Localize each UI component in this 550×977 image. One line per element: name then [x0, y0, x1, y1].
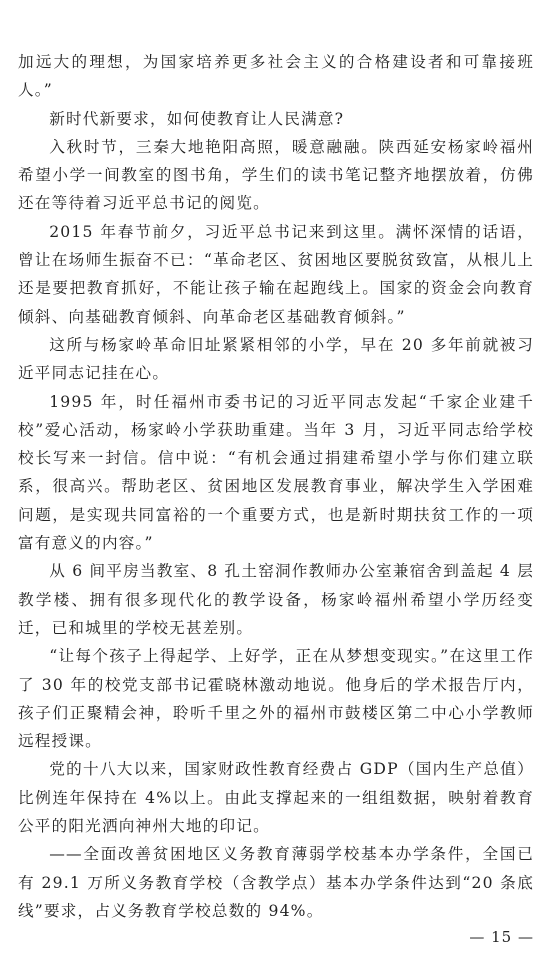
- paragraph: 这所与杨家岭革命旧址紧紧相邻的小学，早在 20 多年前就被习近平同志记挂在心。: [18, 335, 534, 383]
- paragraph: 入秋时节，三秦大地艳阳高照，暖意融融。陕西延安杨家岭福州希望小学一间教室的图书角，学生们的读书笔记整齐地摆放着，仿佛还在等待着习近平总书记的阅览。: [18, 137, 534, 213]
- paragraph: 新时代新要求，如何使教育让人民满意?: [49, 109, 345, 128]
- paragraph: 1995 年，时任福州市委书记的习近平同志发起“千家企业建千校”爱心活动，杨家岭小学获助重建。当年 3 月，习近平同志给学校校长写来一封信。信中说：“有机会通过捐建希望小学与你们建立联系，很高兴。帮助老区、贫困地区发展教育事业，解决学生入学困难问题，是实现共同富裕的一个重要方式，也是新时期扶贫工作的一项富有意义的内容。”: [18, 392, 534, 553]
- paragraph: 从 6 间平房当教室、8 孔土窑洞作教师办公室兼宿舍到盖起 4 层教学楼、拥有很多现代化的教学设备，杨家岭福州希望小学历经变迁，已和城里的学校无甚差别。: [18, 562, 534, 637]
- paragraph-continuation: 加远大的理想，为国家培养更多社会主义的合格建设者和可靠接班人。”: [18, 53, 534, 100]
- document-page: [18, 0, 534, 977]
- page-number: — 15 —: [469, 928, 534, 946]
- paragraph: “让每个孩子上得起学、上好学，正在从梦想变现实。”在这里工作了 30 年的校党支部书记霍晓林激动地说。他身后的学术报告厅内，孩子们正聚精会神，聆听千里之外的福州市鼓楼区第二中心小学教师远程授课。: [18, 647, 534, 751]
- paragraph: 党的十八大以来，国家财政性教育经费占 GDP（国内生产总值）比例连年保持在 4%以上。由此支撑起来的一组组数据，映射着教育公平的阳光洒向神州大地的印记。: [18, 760, 534, 836]
- body-text: [18, 48, 534, 925]
- paragraph: 2015 年春节前夕，习近平总书记来到这里。满怀深情的话语，曾让在场师生振奋不已：“革命老区、贫困地区要脱贫致富，从根儿上还是要把教育抓好，不能让孩子输在起跑线上。国家的资金会向教育倾斜、向基础教育倾斜、向革命老区基础教育倾斜。”: [18, 222, 534, 326]
- paragraph: ——全面改善贫困地区义务教育薄弱学校基本办学条件，全国已有 29.1 万所义务教育学校（含教学点）基本办学条件达到“20 条底线”要求，占义务教育学校总数的 94%。: [18, 845, 534, 920]
